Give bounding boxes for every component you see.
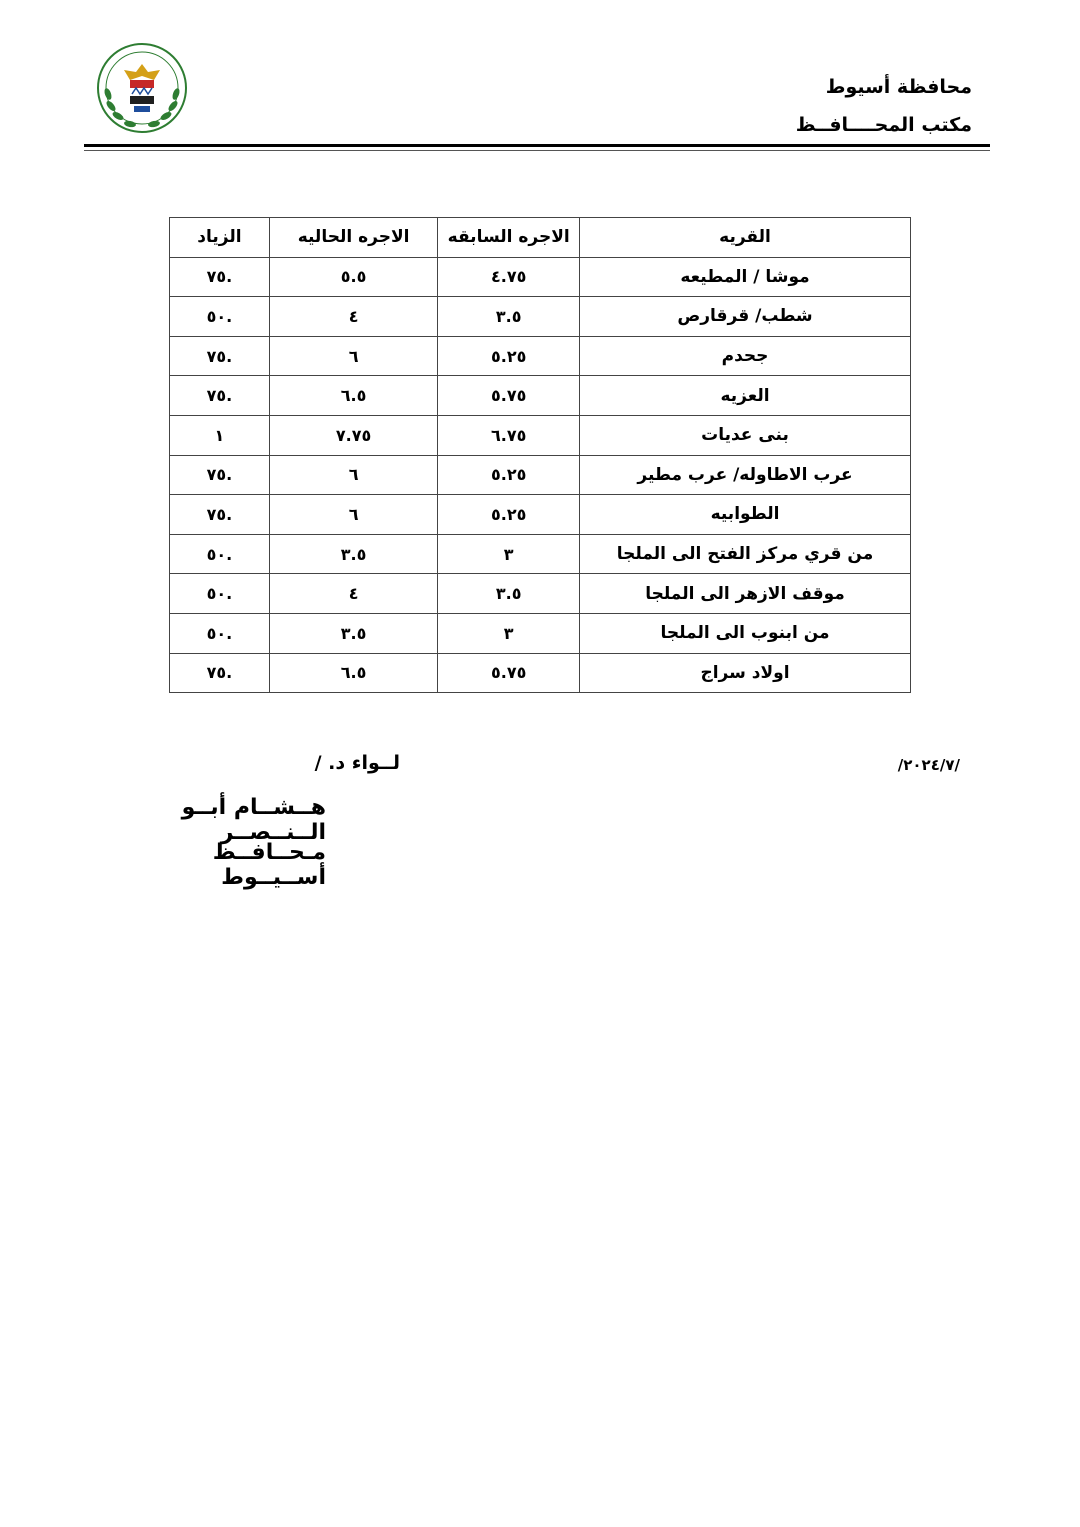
cell-current-fare: ٣.٥ — [269, 534, 438, 574]
cell-village: الطوابيه — [580, 495, 911, 535]
cell-increase: .٧٥ — [170, 336, 270, 376]
table-row — [170, 257, 911, 297]
cell-village: عرب الاطاوله/ عرب مطير — [580, 455, 911, 495]
cell-increase: .٥٠ — [170, 534, 270, 574]
cell-previous-fare: ٥.٧٥ — [438, 653, 580, 693]
table-row — [170, 574, 911, 614]
table-row — [170, 336, 911, 376]
header-divider-thin — [84, 150, 990, 151]
document-date: /٢٠٢٤/٧/ — [897, 756, 960, 774]
cell-previous-fare: ٣ — [438, 534, 580, 574]
header-divider — [84, 144, 990, 147]
cell-previous-fare: ٥.٢٥ — [438, 455, 580, 495]
fare-table — [169, 217, 911, 693]
cell-previous-fare: ٥.٢٥ — [438, 495, 580, 535]
governorate-seal-icon — [96, 42, 188, 134]
signatory-title: مـحــافــظ أســيــوط — [212, 840, 326, 890]
cell-previous-fare: ٣ — [438, 613, 580, 653]
cell-previous-fare: ٤.٧٥ — [438, 257, 580, 297]
header-village: القريه — [580, 218, 911, 258]
cell-village: من ابنوب الى الملجا — [580, 613, 911, 653]
cell-village: اولاد سراج — [580, 653, 911, 693]
cell-increase: .٧٥ — [170, 495, 270, 535]
governorate-name: محافظة أسيوط — [825, 76, 972, 98]
table-row — [170, 455, 911, 495]
table-row — [170, 415, 911, 455]
cell-village: جحدم — [580, 336, 911, 376]
signatory-rank: لــواء د. / — [314, 752, 400, 774]
cell-village: موقف الازهر الى الملجا — [580, 574, 911, 614]
cell-previous-fare: ٣.٥ — [438, 297, 580, 337]
cell-increase: .٧٥ — [170, 455, 270, 495]
cell-previous-fare: ٥.٢٥ — [438, 336, 580, 376]
table-header-row — [170, 218, 911, 258]
table-row — [170, 613, 911, 653]
letterhead — [672, 68, 972, 144]
cell-increase: .٥٠ — [170, 574, 270, 614]
cell-current-fare: ٧.٧٥ — [269, 415, 438, 455]
cell-village: موشا / المطيعه — [580, 257, 911, 297]
cell-current-fare: ٦.٥ — [269, 376, 438, 416]
cell-current-fare: ٦ — [269, 336, 438, 376]
office-name: مكتب المحــــافــظ — [795, 114, 972, 136]
cell-current-fare: ٣.٥ — [269, 613, 438, 653]
cell-previous-fare: ٦.٧٥ — [438, 415, 580, 455]
header-current-fare: الاجره الحاليه — [269, 218, 438, 258]
cell-village: بنى عديات — [580, 415, 911, 455]
cell-current-fare: ٤ — [269, 297, 438, 337]
table-row — [170, 534, 911, 574]
cell-current-fare: ٦.٥ — [269, 653, 438, 693]
cell-village: العزيه — [580, 376, 911, 416]
cell-increase: .٧٥ — [170, 653, 270, 693]
table-row — [170, 495, 911, 535]
cell-village: من قري مركز الفتح الى الملجا — [580, 534, 911, 574]
cell-current-fare: ٥.٥ — [269, 257, 438, 297]
cell-village: شطب/ قرقارص — [580, 297, 911, 337]
signatory-name: هــشــام أبــو الــنــصــر — [181, 795, 326, 845]
cell-increase: ١ — [170, 415, 270, 455]
cell-current-fare: ٦ — [269, 455, 438, 495]
cell-current-fare: ٦ — [269, 495, 438, 535]
header-increase: الزياد — [170, 218, 270, 258]
table-row — [170, 376, 911, 416]
cell-increase: .٥٠ — [170, 297, 270, 337]
table-row — [170, 653, 911, 693]
cell-increase: .٥٠ — [170, 613, 270, 653]
table-row — [170, 297, 911, 337]
cell-current-fare: ٤ — [269, 574, 438, 614]
cell-increase: .٧٥ — [170, 376, 270, 416]
cell-previous-fare: ٣.٥ — [438, 574, 580, 614]
header-previous-fare: الاجره السابقه — [438, 218, 580, 258]
cell-increase: .٧٥ — [170, 257, 270, 297]
cell-previous-fare: ٥.٧٥ — [438, 376, 580, 416]
